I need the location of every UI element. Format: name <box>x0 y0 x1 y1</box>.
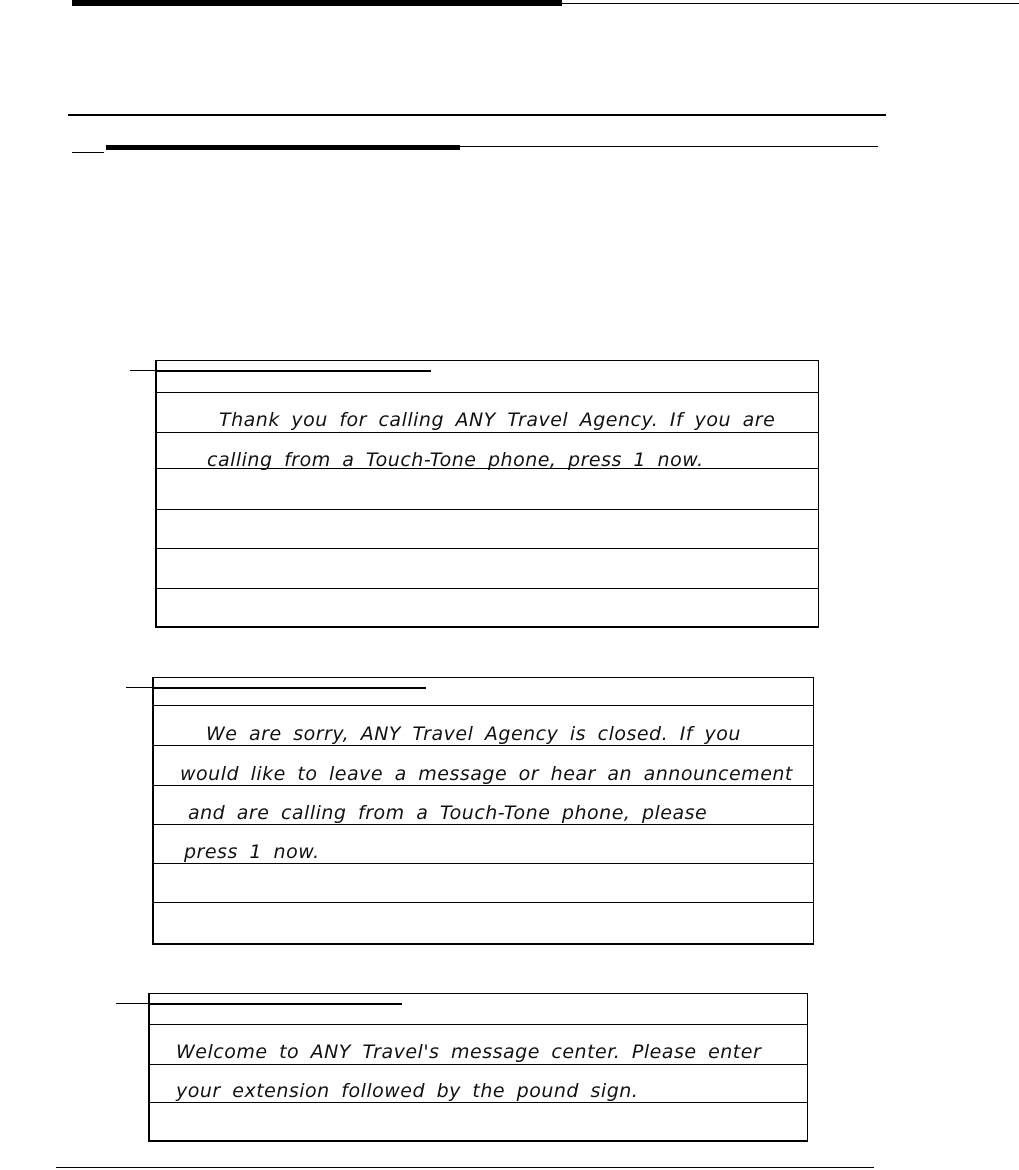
section-thin-rule <box>460 146 878 147</box>
writing-line <box>157 548 819 549</box>
form-top-edge <box>150 993 808 994</box>
handwritten-line: Welcome to ANY Travel's message center. Please enter <box>176 1041 762 1063</box>
writing-line <box>154 785 814 786</box>
header-thick-rule <box>72 0 562 6</box>
writing-line <box>154 745 814 746</box>
section-rule <box>68 114 886 116</box>
form-label-line <box>157 370 431 372</box>
form-label-line <box>150 1003 402 1005</box>
header-thin-rule <box>562 3 1019 4</box>
writing-line <box>154 824 814 825</box>
handwritten-line: your extension followed by the pound sign. <box>176 1080 639 1102</box>
form-lead-line <box>116 1003 150 1004</box>
form-right-edge <box>813 677 814 943</box>
prompt-form-2 <box>152 677 814 945</box>
writing-line <box>157 509 819 510</box>
prompt-form-1 <box>155 360 819 628</box>
writing-line <box>157 392 819 393</box>
handwritten-line: calling from a Touch-Tone phone, press 1 now. <box>207 449 704 471</box>
section-tick <box>72 152 104 153</box>
form-lead-line <box>126 687 154 688</box>
form-right-edge <box>807 993 808 1140</box>
prompt-form-3 <box>148 993 808 1142</box>
handwritten-line: and are calling from a Touch-Tone phone, please <box>188 802 708 824</box>
handwritten-line: press 1 now. <box>184 841 320 863</box>
form-label-line <box>154 687 426 689</box>
handwritten-line: Thank you for calling ANY Travel Agency. If you are <box>219 409 776 431</box>
form-top-edge <box>157 360 819 361</box>
footer-rule <box>56 1167 874 1168</box>
writing-line <box>154 902 814 903</box>
writing-line <box>154 863 814 864</box>
writing-line <box>157 588 819 589</box>
handwritten-line: We are sorry, ANY Travel Agency is closed. If you <box>206 723 741 745</box>
writing-line <box>150 1102 808 1103</box>
section-thick-rule <box>106 145 460 150</box>
form-right-edge <box>818 360 819 626</box>
writing-line <box>150 1024 808 1025</box>
form-lead-line <box>130 370 157 371</box>
writing-line <box>150 1064 808 1065</box>
handwritten-line: would like to leave a message or hear an announcement <box>180 763 793 785</box>
writing-line <box>157 432 819 433</box>
writing-line <box>154 705 814 706</box>
form-top-edge <box>154 677 814 678</box>
